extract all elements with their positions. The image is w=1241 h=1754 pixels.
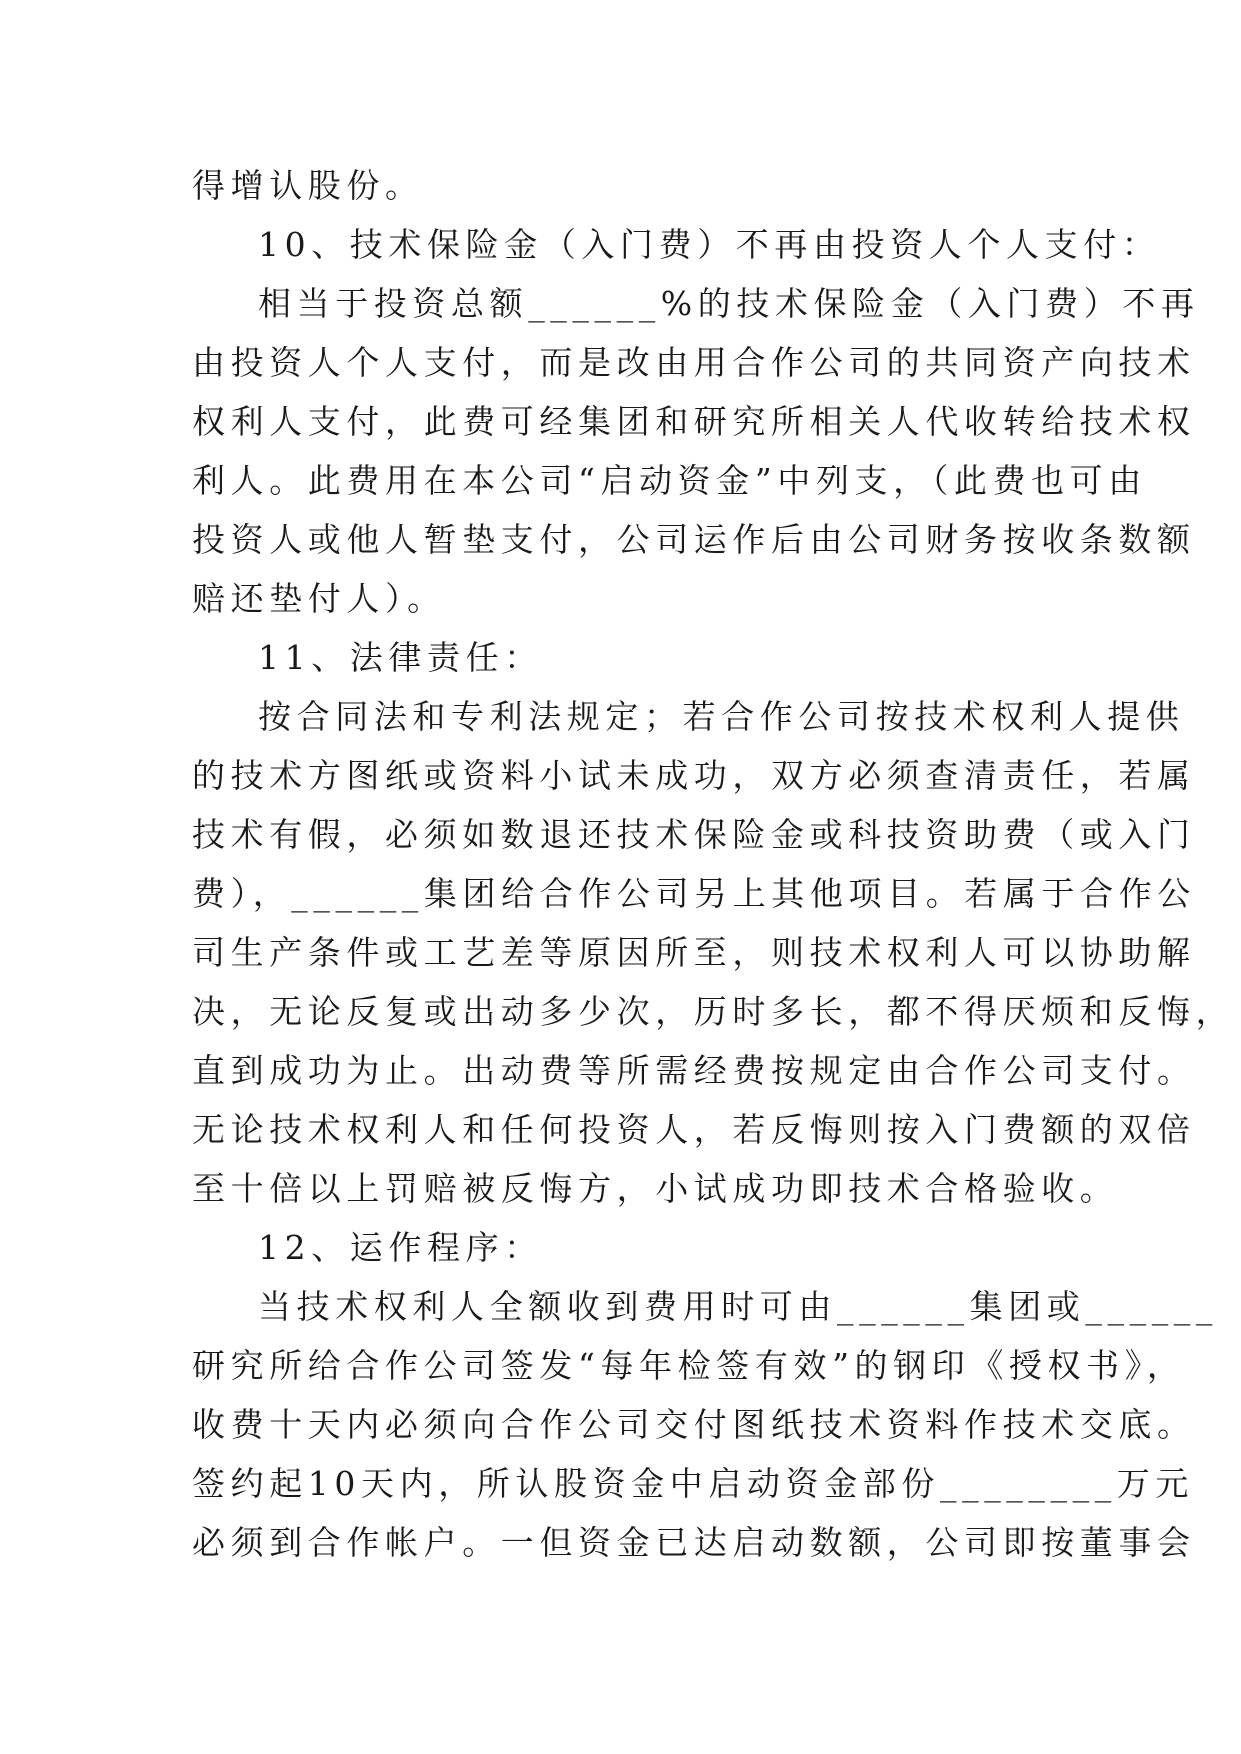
text-line: 至十倍以上罚赔被反悔方，小试成功即技术合格验收。 [192, 1169, 1119, 1208]
text-line: 的技术方图纸或资料小试未成功，双方必须查清责任，若属 [192, 756, 1196, 795]
text-line: 权利人支付，此费可经集团和研究所相关人代收转给技术权 [192, 402, 1196, 441]
text-line: 利人。此费用在本公司“启动资金”中列支，（此费也可由 [192, 461, 1147, 500]
text-line: 由投资人个人支付，而是改由用合作公司的共同资产向技术 [192, 343, 1196, 382]
section-heading-12: 12、运作程序： [258, 1228, 543, 1267]
section-heading-10: 10、技术保险金（入门费）不再由投资人个人支付： [258, 225, 1161, 264]
text-line: 无论技术权利人和任何投资人，若反悔则按入门费额的双倍 [192, 1110, 1196, 1149]
text-line: 收费十天内必须向合作公司交付图纸技术资料作技术交底。 [192, 1405, 1196, 1444]
text-line: 当技术权利人全额收到费用时可由______集团或______ [258, 1287, 1218, 1326]
text-line: 按合同法和专利法规定；若合作公司按技术权利人提供 [258, 697, 1185, 736]
text-line: 得增认股份。 [192, 166, 424, 205]
text-line: 决，无论反复或出动多少次，历时多长，都不得厌烦和反悔， [192, 992, 1235, 1031]
text-line: 直到成功为止。出动费等所需经费按规定由合作公司支付。 [192, 1051, 1196, 1090]
text-line: 研究所给合作公司签发“每年检签有效”的钢印《授权书》， [192, 1346, 1186, 1385]
text-line: 费），______集团给合作公司另上其他项目。若属于合作公 [192, 874, 1196, 913]
text-line: 签约起10天内，所认股资金中启动资金部份________万元 [192, 1464, 1194, 1503]
text-line: 赔还垫付人）。 [192, 579, 446, 618]
text-line: 相当于投资总额______%的技术保险金（入门费）不再 [258, 284, 1200, 323]
text-line: 必须到合作帐户。一但资金已达启动数额，公司即按董事会 [192, 1523, 1196, 1562]
section-heading-11: 11、法律责任： [258, 638, 543, 677]
text-line: 司生产条件或工艺差等原因所至，则技术权利人可以协助解 [192, 933, 1196, 972]
text-line: 技术有假，必须如数退还技术保险金或科技资助费（或入门 [192, 815, 1196, 854]
text-line: 投资人或他人暂垫支付，公司运作后由公司财务按收条数额 [192, 520, 1196, 559]
